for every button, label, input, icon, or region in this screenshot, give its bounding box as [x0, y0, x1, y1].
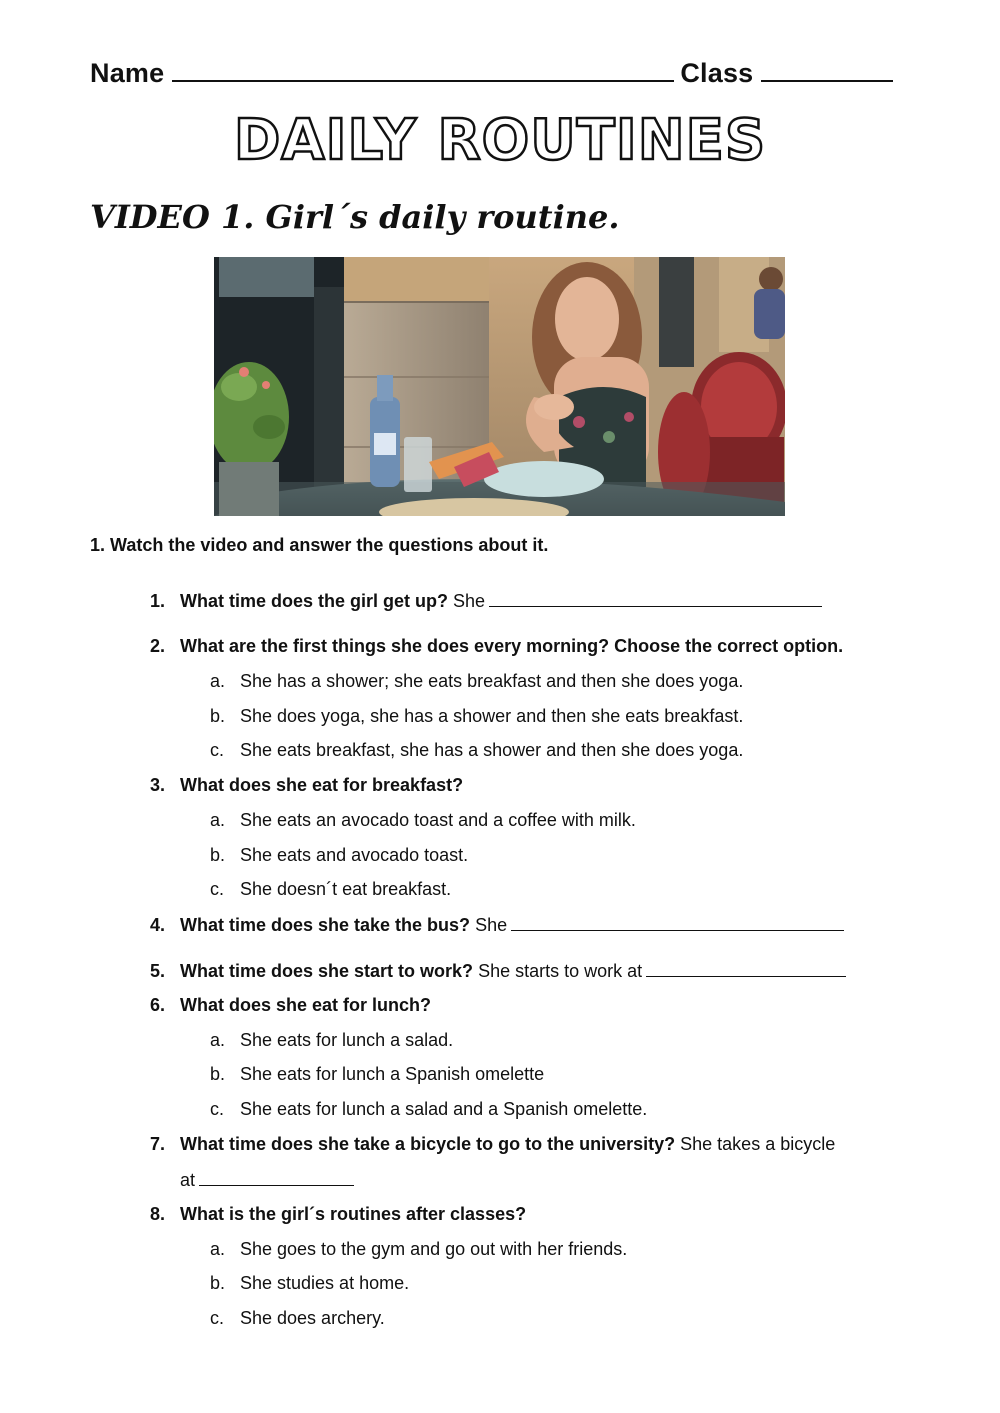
video-still-image	[214, 257, 785, 516]
question-7-continuation	[180, 1169, 354, 1191]
option-6c[interactable]: c. She eats for lunch a salad and a Spanish omelette.	[210, 1099, 648, 1119]
answer-prefix: at	[180, 1170, 196, 1190]
answer-prefix: She takes a bicycle	[680, 1134, 836, 1154]
question-1: 1. What time does the girl get up? She	[150, 590, 822, 612]
answer-blank[interactable]	[199, 1169, 354, 1186]
option-3b[interactable]: b. She eats and avocado toast.	[210, 845, 469, 865]
question-4: 4. What time does she take the bus? She	[150, 914, 844, 936]
worksheet-title: DAILY ROUTINES	[233, 108, 767, 173]
question-6: 6. What does she eat for lunch?	[150, 995, 432, 1015]
option-2c[interactable]: c. She eats breakfast, she has a shower and then she does yoga.	[210, 740, 744, 760]
option-6b[interactable]: b. She eats for lunch a Spanish omelette	[210, 1064, 545, 1084]
option-8c[interactable]: c. She does archery.	[210, 1308, 385, 1328]
question-text: What does she eat for lunch?	[180, 995, 432, 1015]
option-2a[interactable]: a. She has a shower; she eats breakfast and then she does yoga.	[210, 671, 744, 691]
class-label: Class	[680, 58, 754, 88]
name-field[interactable]	[172, 58, 674, 82]
instruction-text: 1. Watch the video and answer the questions about it.	[90, 535, 549, 555]
option-8a[interactable]: a. She goes to the gym and go out with her friends.	[210, 1239, 628, 1259]
option-3a[interactable]: a. She eats an avocado toast and a coffee with milk.	[210, 810, 636, 830]
question-2: 2. What are the first things she does every morning? Choose the correct option.	[150, 636, 844, 656]
option-2b[interactable]: b. She does yoga, she has a shower and then she eats breakfast.	[210, 706, 744, 726]
video-subtitle: VIDEO 1. Girl´s daily routine.	[90, 198, 620, 236]
question-text: What time does the girl get up?	[180, 591, 449, 611]
question-text: What are the first things she does every morning? Choose the correct option.	[180, 636, 844, 656]
answer-blank[interactable]	[646, 960, 846, 977]
answer-prefix: She	[475, 915, 508, 935]
question-text: What time does she take the bus?	[180, 915, 471, 935]
option-8b[interactable]: b. She studies at home.	[210, 1273, 410, 1293]
question-3: 3. What does she eat for breakfast?	[150, 775, 464, 795]
question-5: 5. What time does she start to work? She starts to work at	[150, 960, 846, 982]
answer-blank[interactable]	[489, 590, 822, 607]
question-text: What does she eat for breakfast?	[180, 775, 464, 795]
question-text: What time does she take a bicycle to go to the university?	[180, 1134, 676, 1154]
question-8: 8. What is the girl´s routines after classes?	[150, 1204, 527, 1224]
question-text: What is the girl´s routines after classes?	[180, 1204, 527, 1224]
question-7: 7. What time does she take a bicycle to go to the university? She takes a bicycle	[150, 1134, 836, 1154]
class-field[interactable]	[761, 58, 893, 82]
student-info-row	[90, 58, 899, 89]
answer-prefix: She	[453, 591, 486, 611]
name-label: Name	[90, 58, 165, 88]
option-3c[interactable]: c. She doesn´t eat breakfast.	[210, 879, 452, 899]
answer-prefix: She starts to work at	[478, 961, 643, 981]
question-text: What time does she start to work?	[180, 961, 474, 981]
option-6a[interactable]: a. She eats for lunch a salad.	[210, 1030, 454, 1050]
answer-blank[interactable]	[511, 914, 844, 931]
